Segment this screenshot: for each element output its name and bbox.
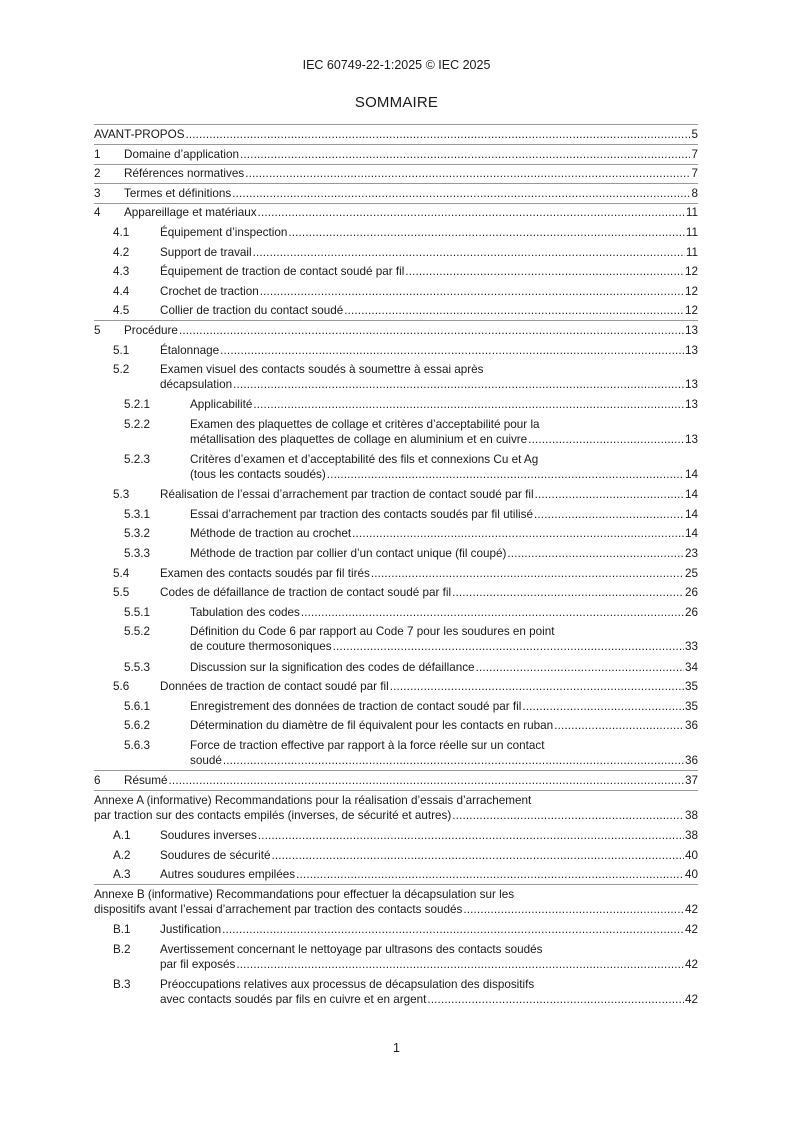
toc-entry-title: Essai d’arrachement par traction des contacts soudés par fil utilisé bbox=[190, 507, 534, 521]
toc-entry-number: B.3 bbox=[113, 977, 131, 991]
toc-entry-title: Justification bbox=[160, 922, 222, 936]
toc-entry bbox=[94, 699, 698, 714]
separator-rule bbox=[94, 790, 698, 791]
toc-entry bbox=[94, 225, 698, 240]
toc-entry-page: 42 bbox=[684, 957, 698, 971]
toc-entry-page: 11 bbox=[685, 206, 698, 220]
separator-rule bbox=[94, 164, 698, 165]
toc-entry-title: Préoccupations relatives aux processus de décapsulation des dispositifs bbox=[160, 977, 535, 991]
toc-entry-title: Codes de défaillance de traction de contact soudé par fil bbox=[160, 586, 452, 600]
toc-entry-page: 7 bbox=[691, 167, 698, 181]
toc-entry bbox=[94, 546, 698, 561]
separator-rule bbox=[94, 144, 698, 145]
toc-entry-number: 5.6.3 bbox=[124, 739, 150, 752]
toc-entry-title: Résumé bbox=[124, 774, 168, 788]
dot-leader bbox=[220, 343, 684, 358]
toc-entry-number: 5.4 bbox=[113, 566, 130, 580]
toc-entry-page: 36 bbox=[684, 719, 698, 733]
toc-entry bbox=[94, 417, 698, 447]
dot-leader bbox=[528, 432, 684, 447]
toc-entry bbox=[94, 245, 698, 260]
table-of-contents bbox=[94, 124, 698, 1012]
toc-entry-number: A.2 bbox=[113, 848, 131, 862]
toc-entry-number: 5.5.1 bbox=[124, 605, 150, 619]
toc-entry bbox=[94, 793, 698, 823]
toc-entry-title: dispositifs avant l’essai d’arrachement par traction des contacts soudés bbox=[94, 902, 463, 916]
toc-entry-title: Soudures inverses bbox=[160, 828, 257, 842]
toc-entry bbox=[94, 452, 698, 482]
toc-entry bbox=[94, 977, 698, 1007]
toc-entry-number: 1 bbox=[94, 147, 101, 161]
dot-leader bbox=[463, 902, 684, 917]
toc-entry-title: Avertissement concernant le nettoyage par ultrasons des contacts soudés bbox=[160, 942, 543, 956]
toc-entry-title: par fil exposés bbox=[160, 957, 236, 971]
toc-entry-title: Données de traction de contact soudé par fil bbox=[160, 680, 389, 694]
toc-entry-number: 5.6.1 bbox=[124, 699, 150, 713]
toc-entry bbox=[94, 186, 698, 201]
toc-entry-page: 35 bbox=[684, 680, 698, 694]
toc-entry bbox=[94, 507, 698, 522]
toc-entry-number: 5.5.2 bbox=[124, 625, 150, 639]
toc-entry bbox=[94, 738, 698, 768]
toc-entry bbox=[94, 343, 698, 358]
dot-leader bbox=[507, 546, 684, 561]
dot-leader bbox=[240, 147, 690, 162]
toc-entry-page: 12 bbox=[684, 265, 698, 279]
toc-entry-number: 4.3 bbox=[113, 265, 130, 279]
toc-entry-page: 42 bbox=[684, 922, 698, 936]
toc-entry-title: décapsulation bbox=[160, 378, 233, 392]
toc-entry bbox=[94, 585, 698, 600]
dot-leader bbox=[179, 323, 684, 338]
toc-entry-title: Critères d’examen et d’acceptabilité des fils et connexions Cu et Ag bbox=[190, 453, 539, 467]
dot-leader bbox=[476, 660, 684, 675]
toc-entry-number: 4 bbox=[94, 206, 101, 220]
toc-entry bbox=[94, 303, 698, 318]
toc-entry-title: Crochet de traction bbox=[160, 284, 259, 298]
toc-entry-page: 14 bbox=[684, 468, 698, 482]
dot-leader bbox=[296, 867, 684, 882]
document-header: IEC 60749-22-1:2025 © IEC 2025 bbox=[302, 58, 491, 72]
toc-entry-number: 5.2.3 bbox=[124, 453, 150, 467]
toc-entry-page: 13 bbox=[684, 323, 698, 337]
toc-entry-title: Applicabilité bbox=[190, 398, 253, 412]
toc-entry bbox=[94, 942, 698, 972]
toc-entry-number: 5.3.1 bbox=[124, 507, 150, 521]
toc-entry-page: 42 bbox=[684, 902, 698, 916]
toc-entry-title: Procédure bbox=[124, 323, 178, 337]
dot-leader bbox=[185, 127, 690, 142]
dot-leader bbox=[427, 992, 684, 1007]
toc-entry bbox=[94, 127, 698, 142]
toc-entry-title: Réalisation de l’essai d’arrachement par traction de contact soudé par fil bbox=[160, 488, 534, 502]
toc-entry-title: AVANT-PROPOS bbox=[94, 128, 185, 141]
dot-leader bbox=[233, 377, 684, 392]
toc-entry-page: 38 bbox=[684, 828, 698, 842]
toc-entry-page: 14 bbox=[684, 488, 698, 502]
toc-entry-page: 14 bbox=[684, 527, 698, 541]
toc-entry-title: Références normatives bbox=[124, 167, 245, 181]
dot-leader bbox=[260, 284, 684, 299]
toc-entry-number: 5.3.3 bbox=[124, 547, 150, 561]
page-title: SOMMAIRE bbox=[354, 94, 439, 111]
toc-entry-title: Support de travail bbox=[160, 245, 252, 259]
toc-entry-page: 11 bbox=[685, 225, 698, 239]
dot-leader bbox=[271, 848, 684, 863]
toc-entry-title: Enregistrement des données de traction de contact soudé par fil bbox=[190, 699, 522, 713]
toc-entry-title: Examen des contacts soudés par fil tirés bbox=[160, 566, 370, 580]
toc-entry-page: 25 bbox=[684, 566, 698, 580]
toc-entry-title: Discussion sur la signification des codes de défaillance bbox=[190, 660, 475, 674]
toc-entry bbox=[94, 205, 698, 220]
toc-entry-page: 12 bbox=[684, 284, 698, 298]
toc-entry bbox=[94, 284, 698, 299]
toc-entry-number: 5.1 bbox=[113, 343, 130, 357]
dot-leader bbox=[253, 397, 684, 412]
page-number: 1 bbox=[393, 1041, 400, 1055]
toc-entry-title: par traction sur des contacts empilés (inverses, de sécurité et autres) bbox=[94, 808, 452, 822]
toc-entry-page: 13 bbox=[684, 398, 698, 412]
dot-leader bbox=[352, 526, 684, 541]
toc-entry-title: Étalonnage bbox=[160, 343, 220, 357]
dot-leader bbox=[253, 245, 685, 260]
toc-entry-title: Soudures de sécurité bbox=[160, 848, 271, 862]
toc-entry-title: Tabulation des codes bbox=[190, 605, 300, 619]
toc-entry-page: 13 bbox=[684, 378, 698, 392]
dot-leader bbox=[222, 922, 684, 937]
toc-entry-title: Force de traction effective par rapport à la force réelle sur un contact bbox=[190, 739, 545, 752]
toc-entry-title: Annexe A (informative) Recommandations pour la réalisation d’essais d’arrachement bbox=[94, 793, 532, 807]
toc-entry-number: 4.1 bbox=[113, 225, 130, 239]
toc-entry-title: Termes et définitions bbox=[124, 186, 232, 200]
toc-entry-number: 4.2 bbox=[113, 245, 130, 259]
toc-entry-title: Équipement d’inspection bbox=[160, 225, 288, 239]
toc-entry-title: métallisation des plaquettes de collage en aluminium et en cuivre bbox=[190, 432, 528, 446]
toc-entry-number: 5.6.2 bbox=[124, 719, 150, 733]
dot-leader bbox=[232, 186, 690, 201]
toc-entry-number: 4.5 bbox=[113, 304, 130, 318]
dot-leader bbox=[169, 773, 684, 788]
toc-entry bbox=[94, 867, 698, 882]
toc-entry-title: soudé bbox=[190, 754, 222, 767]
dot-leader bbox=[301, 605, 684, 620]
toc-entry bbox=[94, 718, 698, 733]
dot-leader bbox=[452, 808, 684, 823]
toc-entry-number: 3 bbox=[94, 186, 101, 200]
toc-entry-number: 5 bbox=[94, 323, 101, 337]
dot-leader bbox=[333, 639, 684, 654]
dot-leader bbox=[522, 699, 684, 714]
separator-rule bbox=[94, 770, 698, 771]
toc-entry bbox=[94, 397, 698, 412]
dot-leader bbox=[245, 166, 690, 181]
dot-leader bbox=[535, 487, 684, 502]
toc-entry-page: 13 bbox=[684, 432, 698, 446]
toc-entry bbox=[94, 922, 698, 937]
toc-entry-title: Équipement de traction de contact soudé par fil bbox=[160, 265, 405, 279]
toc-entry-number: 5.5.3 bbox=[124, 660, 150, 674]
toc-entry bbox=[94, 679, 698, 694]
toc-entry-page: 7 bbox=[691, 147, 698, 161]
separator-rule bbox=[94, 183, 698, 184]
toc-entry-page: 34 bbox=[684, 660, 698, 674]
toc-entry-title: Collier de traction du contact soudé bbox=[160, 304, 344, 318]
toc-entry-page: 40 bbox=[684, 868, 698, 882]
toc-entry-page: 12 bbox=[684, 304, 698, 318]
toc-entry-page: 11 bbox=[685, 245, 698, 259]
toc-entry-page: 26 bbox=[684, 586, 698, 600]
toc-entry-number: A.3 bbox=[113, 868, 131, 882]
toc-entry-title: Méthode de traction au crochet bbox=[190, 527, 352, 541]
dot-leader bbox=[405, 264, 684, 279]
toc-entry-number: 5.3 bbox=[113, 488, 130, 502]
dot-leader bbox=[288, 225, 685, 240]
toc-entry-number: A.1 bbox=[113, 828, 131, 842]
toc-entry-number: 4.4 bbox=[113, 284, 130, 298]
toc-entry-title: Examen des plaquettes de collage et critères d’acceptabilité pour la bbox=[190, 417, 540, 431]
toc-entry bbox=[94, 887, 698, 917]
toc-entry-page: 26 bbox=[684, 605, 698, 619]
toc-entry-title: Détermination du diamètre de fil équivalent pour les contacts en ruban bbox=[190, 719, 554, 733]
separator-rule bbox=[94, 203, 698, 204]
toc-entry bbox=[94, 848, 698, 863]
toc-entry-page: 38 bbox=[684, 808, 698, 822]
toc-entry-page: 23 bbox=[684, 547, 698, 561]
toc-entry-number: 5.3.2 bbox=[124, 527, 150, 541]
dot-leader bbox=[223, 753, 684, 768]
toc-entry bbox=[94, 773, 698, 788]
dot-leader bbox=[236, 957, 684, 972]
dot-leader bbox=[534, 507, 684, 522]
dot-leader bbox=[371, 566, 684, 581]
dot-leader bbox=[258, 828, 684, 843]
dot-leader bbox=[258, 205, 685, 220]
toc-entry-title: Méthode de traction par collier d’un contact unique (fil coupé) bbox=[190, 547, 507, 561]
toc-entry-number: B.2 bbox=[113, 942, 131, 956]
toc-entry-number: 5.2.1 bbox=[124, 398, 150, 412]
toc-entry-number: 5.6 bbox=[113, 680, 130, 694]
toc-entry bbox=[94, 362, 698, 392]
toc-entry-number: 5.5 bbox=[113, 586, 130, 600]
toc-entry bbox=[94, 828, 698, 843]
toc-entry-page: 35 bbox=[684, 699, 698, 713]
separator-rule bbox=[94, 320, 698, 321]
toc-entry-page: 13 bbox=[684, 343, 698, 357]
toc-entry bbox=[94, 147, 698, 162]
toc-entry-title: avec contacts soudés par fils en cuivre et en argent bbox=[160, 992, 427, 1006]
toc-entry bbox=[94, 166, 698, 181]
dot-leader bbox=[390, 679, 684, 694]
toc-entry-title: Autres soudures empilées bbox=[160, 868, 296, 882]
toc-entry-title: Domaine d’application bbox=[124, 147, 239, 161]
toc-entry-number: 2 bbox=[94, 167, 101, 181]
toc-entry-page: 14 bbox=[684, 507, 698, 521]
toc-entry bbox=[94, 624, 698, 654]
toc-entry-title: (tous les contacts soudés) bbox=[190, 468, 326, 482]
toc-entry-title: Appareillage et matériaux bbox=[124, 206, 257, 220]
toc-entry-title: Examen visuel des contacts soudés à soumettre à essai après bbox=[160, 363, 484, 377]
toc-entry-title: Annexe B (informative) Recommandations pour effectuer la décapsulation sur les bbox=[94, 887, 515, 901]
toc-entry-page: 5 bbox=[691, 128, 698, 141]
toc-entry-page: 40 bbox=[684, 848, 698, 862]
toc-entry-title: de couture thermosoniques bbox=[190, 640, 332, 654]
toc-entry-number: 5.2 bbox=[113, 363, 130, 377]
toc-entry-title: Définition du Code 6 par rapport au Code 7 pour les soudures en point bbox=[190, 625, 555, 639]
toc-entry bbox=[94, 605, 698, 620]
dot-leader bbox=[452, 585, 684, 600]
separator-rule bbox=[94, 884, 698, 885]
toc-entry bbox=[94, 526, 698, 541]
toc-entry-page: 33 bbox=[684, 640, 698, 654]
toc-entry bbox=[94, 264, 698, 279]
toc-entry-page: 42 bbox=[684, 992, 698, 1006]
toc-entry bbox=[94, 566, 698, 581]
toc-entry-page: 36 bbox=[684, 754, 698, 767]
dot-leader bbox=[344, 303, 684, 318]
toc-entry-number: B.1 bbox=[113, 922, 131, 936]
dot-leader bbox=[327, 467, 684, 482]
toc-entry-page: 8 bbox=[691, 186, 698, 200]
toc-entry-number: 5.2.2 bbox=[124, 417, 150, 431]
toc-entry bbox=[94, 660, 698, 675]
toc-entry bbox=[94, 487, 698, 502]
toc-entry-page: 37 bbox=[684, 774, 698, 788]
toc-entry-number: 6 bbox=[94, 774, 101, 788]
dot-leader bbox=[554, 718, 684, 733]
toc-entry bbox=[94, 323, 698, 338]
